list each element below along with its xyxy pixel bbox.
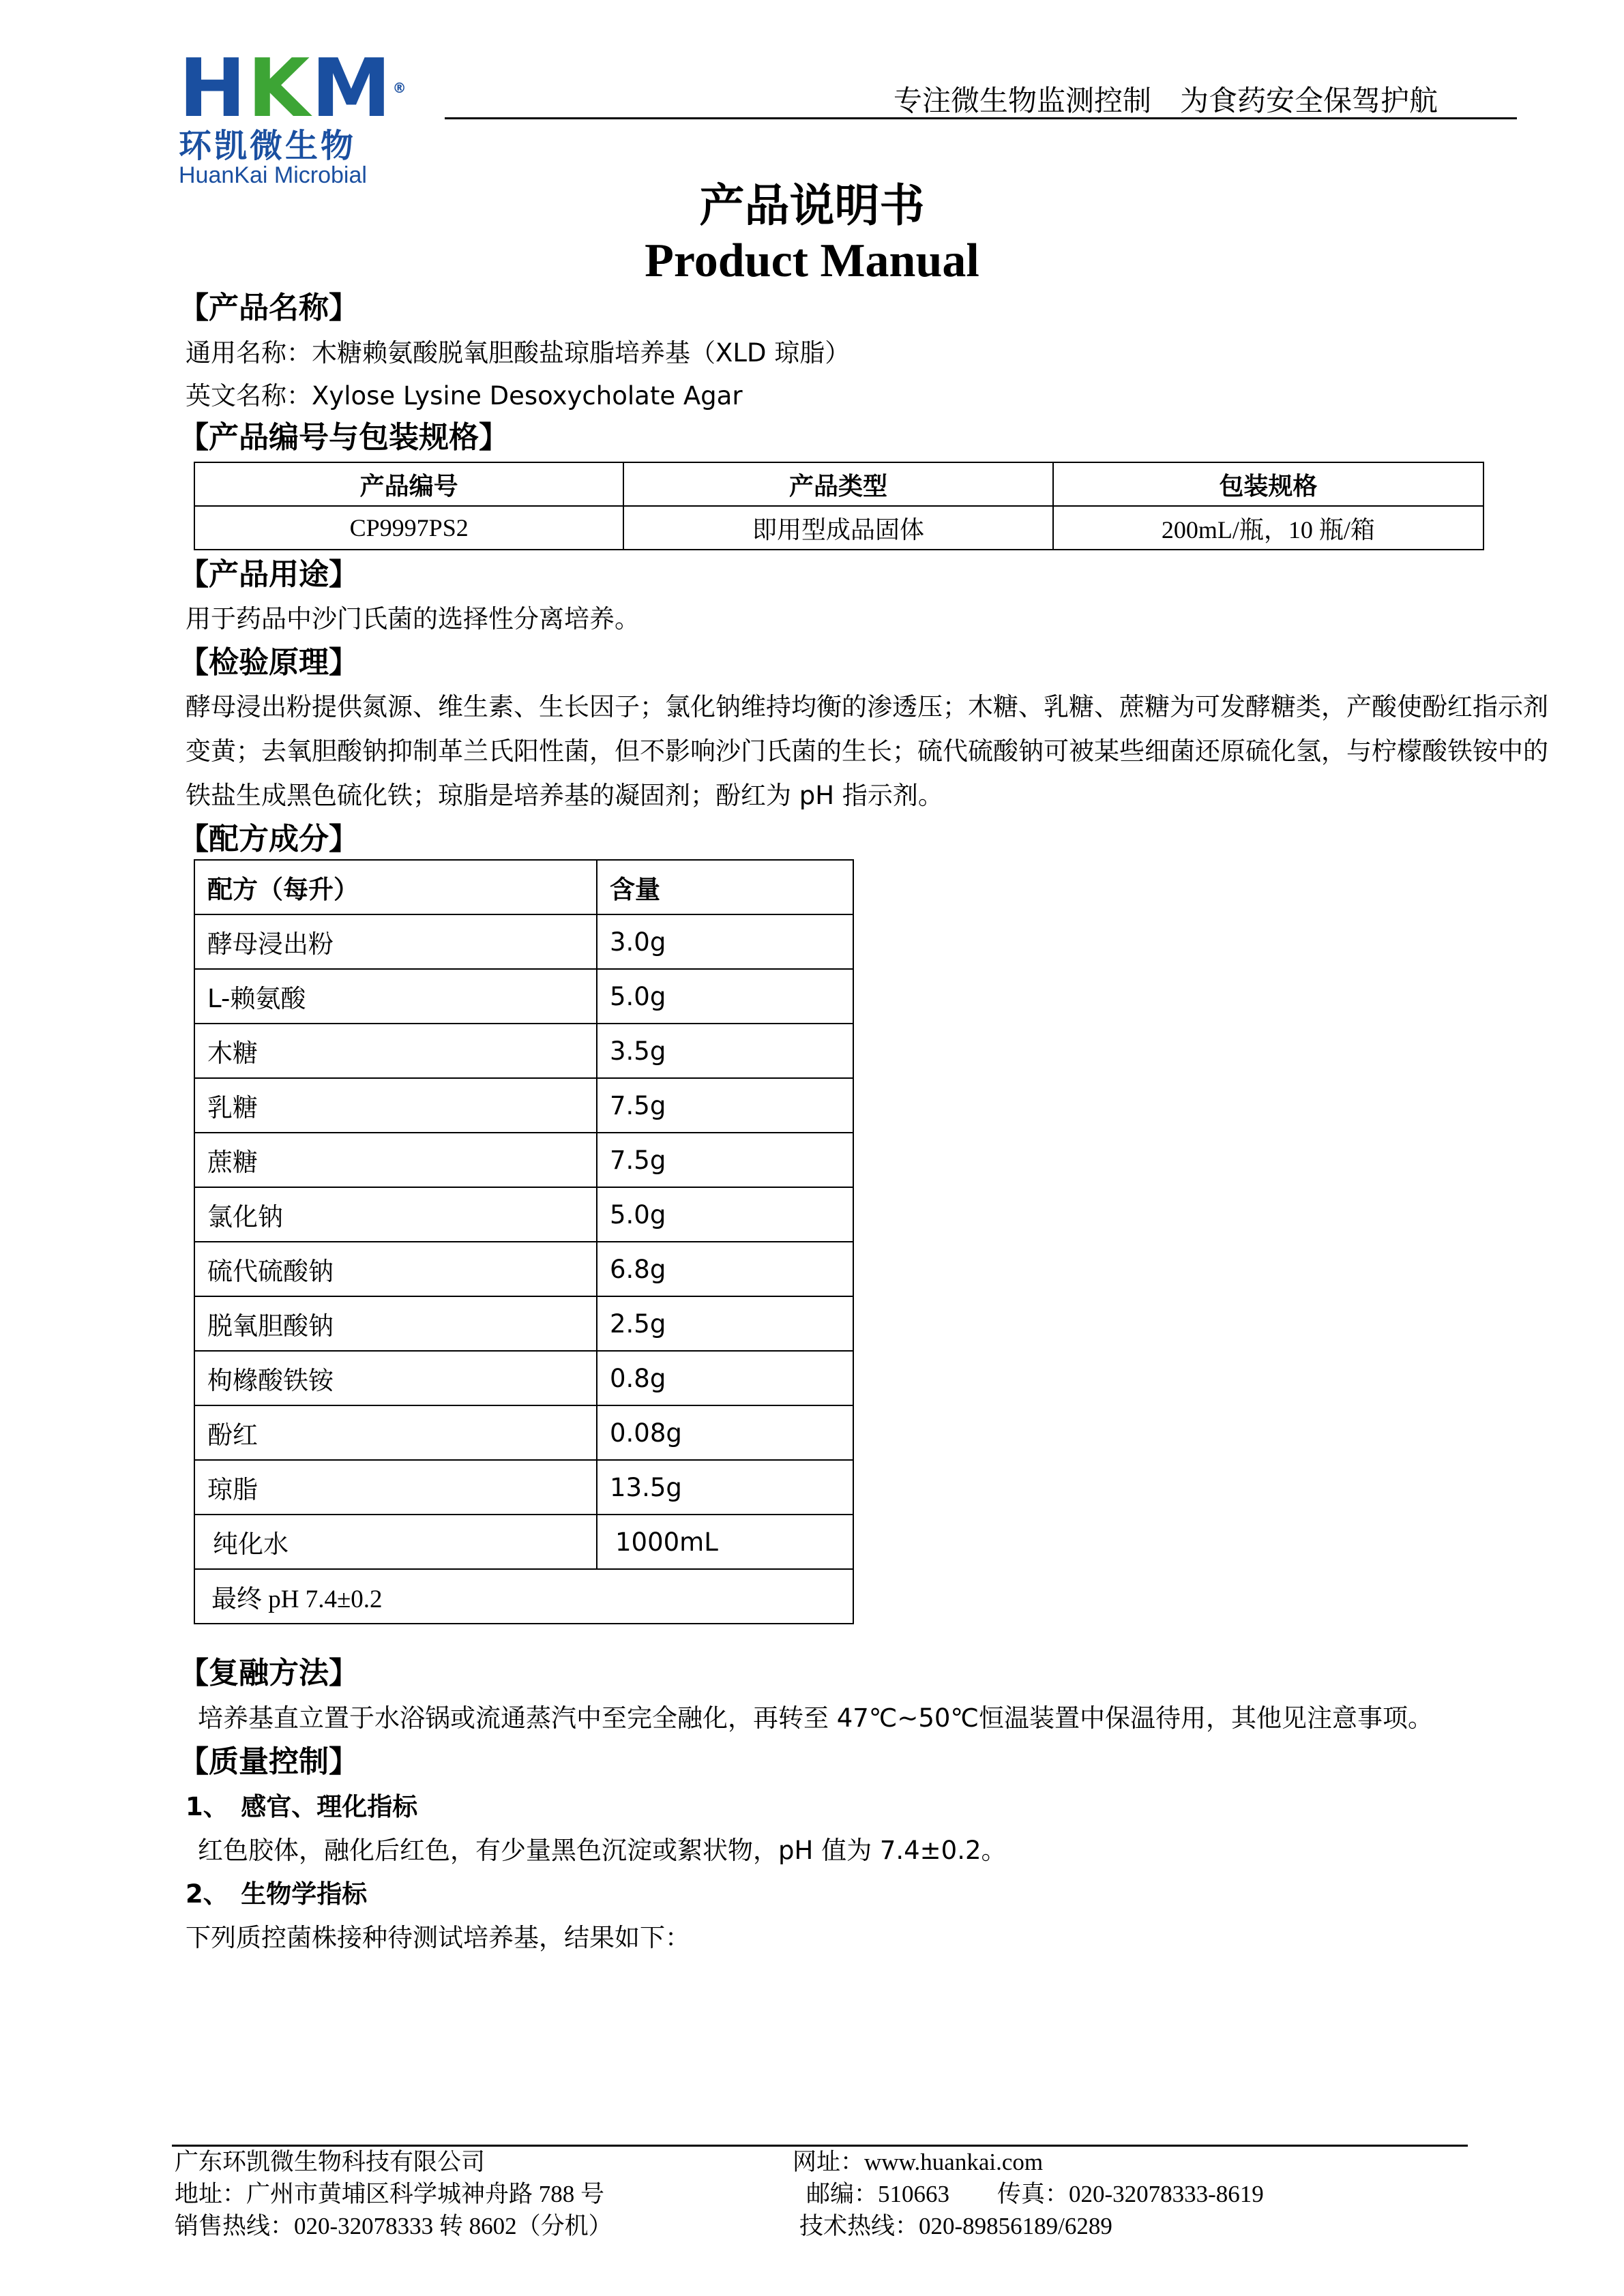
formula-table — [194, 859, 854, 1624]
spec-cell-package: 200mL/瓶，10 瓶/箱 — [1053, 506, 1483, 550]
section-heading-principle: 【检验原理】 — [179, 645, 359, 680]
ingredient-name: 脱氧胆酸钠 — [194, 1296, 597, 1351]
ingredient-name: 蔗糖 — [194, 1133, 597, 1187]
ingredient-amount: 0.8g — [597, 1351, 853, 1405]
page-title-en: Product Manual — [645, 235, 979, 287]
formula-row — [194, 1460, 853, 1515]
formula-row — [194, 969, 853, 1024]
melt-text: 培养基直立置于水浴锅或流通蒸汽中至完全融化，再转至 47℃~50℃恒温装置中保温待用，其他见注意事项。 — [198, 1703, 1434, 1733]
principle-line: 铁盐生成黑色硫化铁；琼脂是培养基的凝固剂；酚红为 pH 指示剂。 — [186, 781, 943, 810]
spec-cell-code: CP9997PS2 — [194, 506, 623, 550]
logo-letter-m: M — [311, 41, 393, 135]
formula-final-ph-row — [194, 1569, 853, 1624]
ingredient-name: 乳糖 — [194, 1078, 597, 1133]
footer-tech-hotline: 技术热线：020-89856189/6289 — [799, 2213, 1112, 2239]
ingredient-amount: 2.5g — [597, 1296, 853, 1351]
section-heading-qc: 【质量控制】 — [179, 1744, 359, 1779]
ingredient-amount: 7.5g — [597, 1133, 853, 1187]
formula-header-cell: 含量 — [597, 860, 853, 914]
ingredient-name: 硫代硫酸钠 — [194, 1242, 597, 1296]
company-logo — [179, 41, 452, 188]
section-heading-name: 【产品名称】 — [179, 290, 359, 325]
formula-row — [194, 1242, 853, 1296]
footer-sales-hotline: 销售热线：020-32078333 转 8602（分机） — [175, 2213, 612, 2239]
ingredient-name: 枸橼酸铁铵 — [194, 1351, 597, 1405]
spec-header-cell: 包装规格 — [1053, 462, 1483, 506]
formula-header-cell: 配方（每升） — [194, 860, 597, 914]
header-divider — [445, 117, 1517, 119]
logo-letter-h: H — [179, 41, 248, 135]
formula-row — [194, 914, 853, 969]
formula-row — [194, 1078, 853, 1133]
spec-data-row — [194, 506, 1483, 550]
logo-letters — [179, 41, 452, 135]
ingredient-amount: 3.5g — [597, 1024, 853, 1078]
principle-line: 变黄；去氧胆酸钠抑制革兰氏阳性菌，但不影响沙门氏菌的生长；硫代硫酸钠可被某些细菌还原硫化氢，与柠檬酸铁铵中的 — [186, 736, 1548, 766]
formula-row — [194, 1351, 853, 1405]
section-heading-melt: 【复融方法】 — [179, 1656, 359, 1690]
logo-letter-k: K — [247, 41, 312, 135]
page-title-cn: 产品说明书 — [699, 179, 925, 232]
ingredient-amount: 5.0g — [597, 969, 853, 1024]
english-name: 英文名称：Xylose Lysine Desoxycholate Agar — [186, 381, 743, 411]
ingredient-name: 木糖 — [194, 1024, 597, 1078]
formula-row — [194, 1296, 853, 1351]
qc-item1-text: 红色胶体，融化后红色，有少量黑色沉淀或絮状物，pH 值为 7.4±0.2。 — [198, 1836, 1007, 1865]
ingredient-amount: 7.5g — [597, 1078, 853, 1133]
common-name: 通用名称：木糖赖氨酸脱氧胆酸盐琼脂培养基（XLD 琼脂） — [186, 338, 851, 368]
ingredient-amount: 13.5g — [597, 1460, 853, 1515]
section-heading-usage: 【产品用途】 — [179, 557, 359, 592]
formula-row — [194, 1133, 853, 1187]
footer-address: 地址：广州市黄埔区科学城神舟路 788 号 — [175, 2181, 605, 2207]
ingredient-name: 琼脂 — [194, 1460, 597, 1515]
ingredient-name: 氯化钠 — [194, 1187, 597, 1242]
ingredient-amount: 0.08g — [597, 1405, 853, 1460]
usage-text: 用于药品中沙门氏菌的选择性分离培养。 — [186, 604, 640, 633]
formula-header-row — [194, 860, 853, 914]
spec-table — [194, 462, 1484, 550]
ingredient-amount: 1000mL — [597, 1515, 853, 1569]
ingredient-name: 纯化水 — [194, 1515, 597, 1569]
spec-cell-type: 即用型成品固体 — [623, 506, 1052, 550]
section-heading-formula: 【配方成分】 — [179, 822, 359, 856]
formula-row — [194, 1515, 853, 1569]
principle-line: 酵母浸出粉提供氮源、维生素、生长因子；氯化钠维持均衡的渗透压；木糖、乳糖、蔗糖为可发酵糖类，产酸使酚红指示剂 — [186, 692, 1548, 721]
qc-item2-text: 下列质控菌株接种待测试培养基，结果如下： — [186, 1923, 690, 1952]
footer-website: 网址：www.huankai.com — [793, 2149, 1044, 2175]
spec-header-cell: 产品类型 — [623, 462, 1052, 506]
footer-company: 广东环凯微生物科技有限公司 — [175, 2149, 486, 2175]
logo-chinese-name: 环凯微生物 — [179, 127, 357, 165]
ingredient-amount: 6.8g — [597, 1242, 853, 1296]
formula-row — [194, 1024, 853, 1078]
ingredient-amount: 3.0g — [597, 914, 853, 969]
section-heading-spec: 【产品编号与包装规格】 — [179, 420, 509, 455]
registered-mark: ® — [392, 80, 408, 96]
ingredient-name: 酵母浸出粉 — [194, 914, 597, 969]
spec-header-cell: 产品编号 — [194, 462, 623, 506]
logo-english-name: HuanKai Microbial — [179, 162, 367, 188]
ingredient-name: L-赖氨酸 — [194, 969, 597, 1024]
ingredient-name: 酚红 — [194, 1405, 597, 1460]
ingredient-amount: 5.0g — [597, 1187, 853, 1242]
qc-item2-title: 2、 生物学指标 — [186, 1879, 368, 1909]
header-slogan: 专注微生物监测控制 为食药安全保驾护航 — [894, 84, 1438, 117]
final-ph: 最终 pH 7.4±0.2 — [194, 1569, 853, 1624]
qc-item1-title: 1、 感官、理化指标 — [186, 1792, 418, 1821]
footer-postal-fax: 邮编：510663 传真：020-32078333-8619 — [806, 2181, 1264, 2207]
spec-header-row — [194, 462, 1483, 506]
formula-row — [194, 1405, 853, 1460]
formula-row — [194, 1187, 853, 1242]
